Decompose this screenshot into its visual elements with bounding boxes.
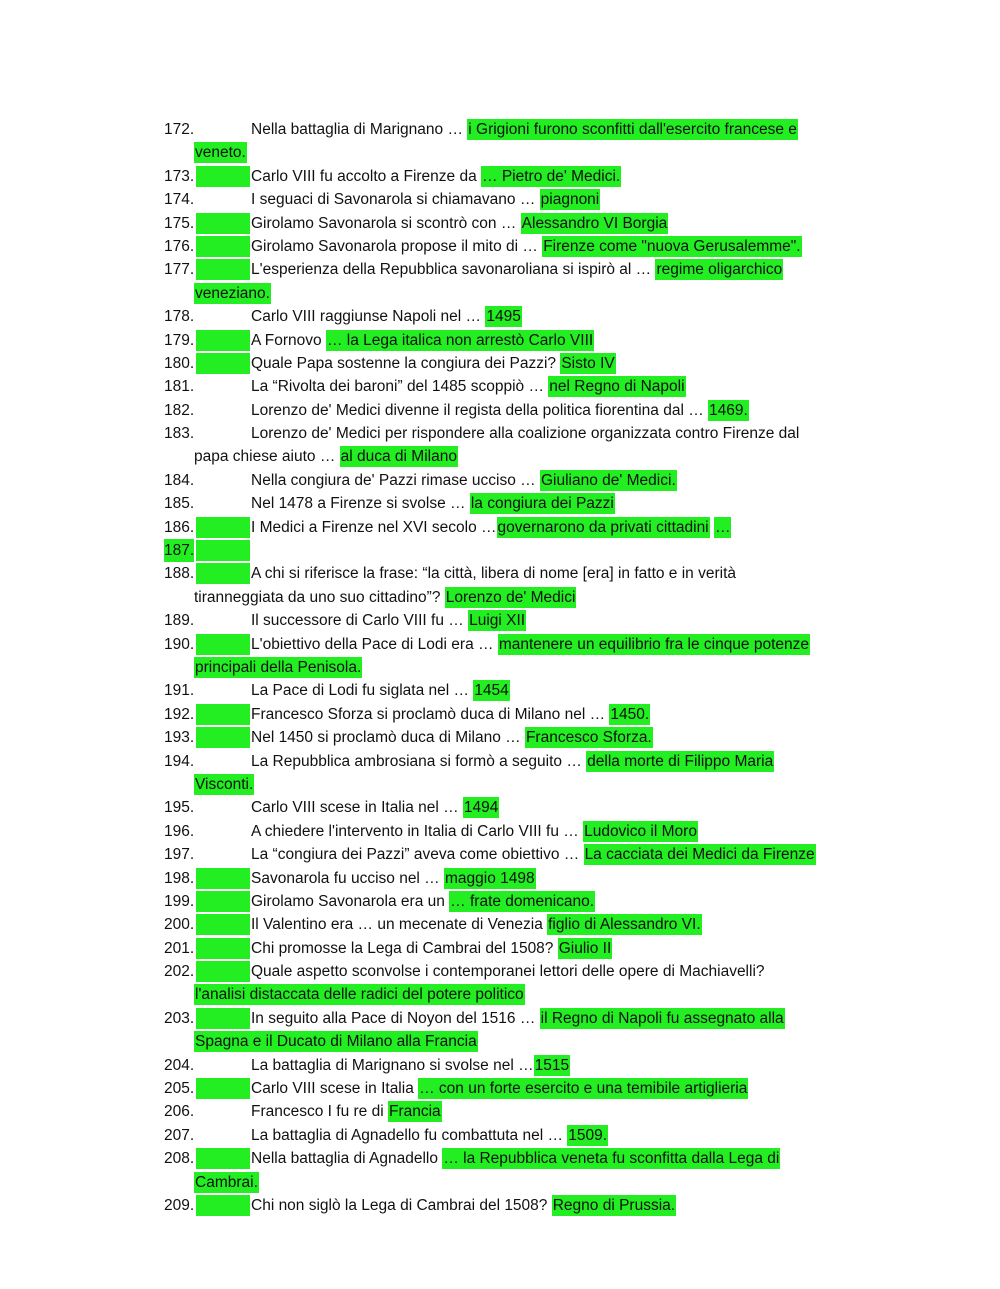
- question-text-line: [251, 399, 749, 422]
- question-item: [0, 352, 1000, 375]
- question-text: Lorenzo de' Medici per rispondere alla coalizione organizzata contro Firenze dal: [251, 425, 800, 443]
- answer-highlight-continued: al duca di Milano: [340, 448, 457, 466]
- question-line: [0, 703, 1000, 726]
- question-text: La “congiura dei Pazzi” aveva come obiettivo …: [251, 846, 584, 864]
- tab-highlight: [196, 634, 250, 655]
- question-item: [0, 633, 1000, 680]
- question-line: [0, 212, 1000, 235]
- answer-highlight: Regno di Prussia.: [552, 1196, 676, 1214]
- question-text-line: [251, 1100, 442, 1123]
- question-item: [0, 867, 1000, 890]
- question-line: [0, 890, 1000, 913]
- question-number: 191.: [164, 682, 195, 700]
- question-text-line: [251, 726, 653, 749]
- question-item: [0, 305, 1000, 328]
- question-number: 188.: [164, 565, 195, 583]
- question-number: 187.: [164, 539, 194, 562]
- question-text-line: [251, 1194, 676, 1217]
- answer-highlight: della morte di Filippo Maria: [587, 752, 774, 770]
- continuation-text-line: [194, 983, 525, 1006]
- continuation-line: [0, 586, 1000, 609]
- question-number: 194.: [164, 752, 195, 770]
- question-item: [0, 399, 1000, 422]
- question-item: [0, 726, 1000, 749]
- question-number: 202.: [164, 963, 195, 981]
- continuation-line: [0, 1030, 1000, 1053]
- continuation-line: [0, 445, 1000, 468]
- question-text: Lorenzo de' Medici divenne il regista della politica fiorentina dal …: [251, 401, 709, 419]
- continuation-line: [0, 141, 1000, 164]
- question-text: Chi promosse la Lega di Cambrai del 1508?: [251, 939, 558, 957]
- question-text: In seguito alla Pace di Noyon del 1516 …: [251, 1009, 540, 1027]
- question-text: A chi si riferisce la frase: “la città, libera di nome [era] in fatto e in verità: [251, 565, 737, 583]
- tab-highlight: [196, 914, 250, 935]
- question-item: [0, 329, 1000, 352]
- question-text: Francesco Sforza si proclamò duca di Milano nel …: [251, 705, 610, 723]
- question-number: 181.: [164, 378, 195, 396]
- tab-highlight: [196, 353, 250, 374]
- question-text-line: [251, 375, 686, 398]
- answer-highlight: … la Repubblica veneta fu sconfitta dalla Lega di: [443, 1150, 780, 1168]
- question-number: 207.: [164, 1126, 195, 1144]
- question-line: [0, 867, 1000, 890]
- continuation-line: [0, 1171, 1000, 1194]
- question-line: [0, 469, 1000, 492]
- question-line: [0, 399, 1000, 422]
- tab-highlight: [196, 330, 250, 351]
- question-text: Savonarola fu ucciso nel …: [251, 869, 444, 887]
- answer-highlight-continued: Spagna e il Ducato di Milano alla Francia: [195, 1033, 477, 1051]
- answer-highlight-extra: …: [714, 518, 731, 536]
- question-line: [0, 422, 1000, 445]
- question-text: Quale Papa sostenne la congiura dei Pazzi?: [251, 354, 561, 372]
- question-number: 201.: [164, 939, 195, 957]
- question-number: 176.: [164, 237, 195, 255]
- answer-highlight-continued: principali della Penisola.: [195, 658, 362, 676]
- question-item: [0, 516, 1000, 539]
- question-text: L'obiettivo della Pace di Lodi era …: [251, 635, 498, 653]
- question-item: [0, 1124, 1000, 1147]
- question-text: La Repubblica ambrosiana si formò a seguito …: [251, 752, 587, 770]
- question-text-continued: papa chiese aiuto …: [194, 448, 340, 466]
- question-text: Girolamo Savonarola si scontrò con …: [251, 214, 521, 232]
- answer-highlight: … la Lega italica non arrestò Carlo VIII: [326, 331, 594, 349]
- question-number: 199.: [164, 892, 195, 910]
- question-number: 184.: [164, 471, 195, 489]
- question-text: Nella congiura de' Pazzi rimase ucciso …: [251, 471, 540, 489]
- question-number: 173.: [164, 167, 195, 185]
- question-text: Carlo VIII scese in Italia: [251, 1080, 419, 1098]
- question-line: [0, 913, 1000, 936]
- answer-highlight: Ludovico il Moro: [584, 822, 697, 840]
- question-text: Girolamo Savonarola era un: [251, 892, 450, 910]
- tab-highlight: [196, 891, 250, 912]
- question-line: [0, 726, 1000, 749]
- answer-highlight: … frate domenicano.: [450, 892, 595, 910]
- answer-highlight: 1494: [463, 799, 499, 817]
- question-text: La battaglia di Marignano si svolse nel …: [251, 1056, 534, 1074]
- answer-highlight: la congiura dei Pazzi: [470, 495, 614, 513]
- question-item: [0, 796, 1000, 819]
- question-number: 192.: [164, 705, 195, 723]
- question-line: [0, 750, 1000, 773]
- question-text-line: [251, 703, 650, 726]
- question-number: 198.: [164, 869, 195, 887]
- answer-highlight: governarono da privati cittadini: [497, 518, 709, 536]
- question-number: 196.: [164, 822, 195, 840]
- answer-highlight: il Regno di Napoli fu assegnato alla: [540, 1009, 784, 1027]
- answer-highlight-continued: l'analisi distaccata delle radici del potere politico: [195, 986, 524, 1004]
- continuation-line: [0, 282, 1000, 305]
- answer-highlight: … con un forte esercito e una temibile artiglieria: [419, 1080, 748, 1098]
- continuation-text-line: [194, 586, 576, 609]
- answer-highlight-continued: veneto.: [195, 144, 246, 162]
- question-item: [0, 890, 1000, 913]
- question-text: Nel 1450 si proclamò duca di Milano …: [251, 729, 525, 747]
- question-text-line: [251, 188, 600, 211]
- answer-highlight: maggio 1498: [445, 869, 535, 887]
- tab-highlight: [196, 868, 250, 889]
- tab-highlight: [196, 166, 250, 187]
- answer-highlight: piagnoni: [540, 191, 600, 209]
- answer-highlight-continued: Visconti.: [195, 775, 254, 793]
- question-text: Carlo VIII fu accolto a Firenze da: [251, 167, 482, 185]
- question-number: 205.: [164, 1080, 195, 1098]
- question-text-line: [251, 329, 594, 352]
- question-text: La battaglia di Agnadello fu combattuta nel …: [251, 1126, 568, 1144]
- question-text-line: [251, 516, 731, 539]
- question-text-line: [251, 960, 765, 983]
- continuation-text-line: [194, 141, 247, 164]
- question-text-line: [251, 1007, 785, 1030]
- answer-highlight: … Pietro de' Medici.: [482, 167, 621, 185]
- question-line: [0, 1194, 1000, 1217]
- question-text: Quale aspetto sconvolse i contemporanei lettori delle opere di Machiavelli?: [251, 963, 765, 981]
- question-item: [0, 960, 1000, 1007]
- continuation-text-line: [194, 1030, 478, 1053]
- question-number: 203.: [164, 1009, 195, 1027]
- tab-highlight: [196, 1078, 250, 1099]
- question-number: 206.: [164, 1103, 195, 1121]
- continuation-line: [0, 656, 1000, 679]
- tab-highlight: [196, 1148, 250, 1169]
- answer-highlight: Francesco Sforza.: [525, 729, 652, 747]
- tab-highlight: [196, 704, 250, 725]
- question-text-line: [251, 843, 816, 866]
- answer-highlight: Sisto IV: [561, 354, 615, 372]
- question-text-line: [251, 633, 810, 656]
- question-text: Carlo VIII raggiunse Napoli nel …: [251, 308, 486, 326]
- answer-highlight: 1469.: [709, 401, 748, 419]
- question-item: [0, 562, 1000, 609]
- question-text-line: [251, 118, 798, 141]
- tab-highlight: [196, 961, 250, 982]
- answer-highlight: nel Regno di Napoli: [549, 378, 685, 396]
- continuation-text-line: [194, 445, 458, 468]
- answer-highlight-continued: Cambrai.: [195, 1173, 258, 1191]
- question-item: [0, 1054, 1000, 1077]
- question-line: [0, 1147, 1000, 1170]
- question-text-line: [251, 1124, 608, 1147]
- tab-highlight: [196, 517, 250, 538]
- question-item: [0, 1194, 1000, 1217]
- question-item: [0, 118, 1000, 165]
- question-item: [0, 913, 1000, 936]
- continuation-text-line: [194, 773, 254, 796]
- answer-highlight: La cacciata dei Medici da Firenze: [584, 846, 815, 864]
- question-text: Il successore di Carlo VIII fu …: [251, 612, 469, 630]
- question-number: 172.: [164, 121, 195, 138]
- question-text: Girolamo Savonarola propose il mito di …: [251, 237, 543, 255]
- question-text: Nella battaglia di Agnadello: [251, 1150, 443, 1168]
- question-item: [0, 1147, 1000, 1194]
- continuation-text-line: [194, 1171, 259, 1194]
- tab-highlight: [196, 213, 250, 234]
- question-number: 197.: [164, 846, 195, 864]
- question-text-line: [251, 422, 799, 445]
- question-item: [0, 422, 1000, 469]
- question-item: [0, 750, 1000, 797]
- question-item: [0, 937, 1000, 960]
- question-item: [0, 1007, 1000, 1054]
- question-text-line: [251, 913, 702, 936]
- question-item: [0, 492, 1000, 515]
- question-text-line: [251, 212, 668, 235]
- question-number: 193.: [164, 729, 195, 747]
- answer-highlight-continued: Lorenzo de' Medici: [445, 588, 576, 606]
- answer-highlight: 1454: [474, 682, 509, 700]
- continuation-text-line: [194, 282, 271, 305]
- question-line: [0, 1124, 1000, 1147]
- question-line: [0, 516, 1000, 539]
- answer-highlight: Giulio II: [558, 939, 612, 957]
- question-item: [0, 820, 1000, 843]
- question-item: [0, 258, 1000, 305]
- answer-highlight: Firenze come "nuova Gerusalemme".: [543, 237, 801, 255]
- question-line: [0, 118, 1000, 141]
- question-item: [0, 703, 1000, 726]
- question-text-line: [251, 492, 615, 515]
- continuation-line: [0, 773, 1000, 796]
- question-text-line: [251, 937, 612, 960]
- answer-highlight: 1495: [486, 308, 521, 326]
- question-number: 179.: [164, 331, 195, 349]
- question-line: [0, 258, 1000, 281]
- question-number: 174.: [164, 191, 195, 209]
- question-line: [0, 937, 1000, 960]
- question-text: La Pace di Lodi fu siglata nel …: [251, 682, 474, 700]
- question-text-line: [251, 469, 677, 492]
- question-number: 175.: [164, 214, 195, 232]
- question-line: [0, 539, 1000, 562]
- question-text: Nel 1478 a Firenze si svolse …: [251, 495, 470, 513]
- answer-highlight: Giuliano de' Medici.: [540, 471, 676, 489]
- answer-highlight: 1509.: [568, 1126, 608, 1144]
- question-item: [0, 165, 1000, 188]
- question-line: [0, 375, 1000, 398]
- question-item: [0, 609, 1000, 632]
- question-text-line: [251, 796, 499, 819]
- question-number: 195.: [164, 799, 195, 817]
- question-text-line: [251, 352, 616, 375]
- question-line: [0, 165, 1000, 188]
- question-item: [0, 235, 1000, 258]
- question-line: [0, 1054, 1000, 1077]
- question-line: [0, 1100, 1000, 1123]
- tab-highlight: [196, 938, 250, 959]
- question-line: [0, 796, 1000, 819]
- tab-highlight: [196, 563, 250, 584]
- question-number: 183.: [164, 425, 195, 443]
- question-line: [0, 562, 1000, 585]
- answer-highlight: i Grigioni furono sconfitti dall'esercito francese e: [468, 121, 797, 138]
- tab-highlight: [196, 236, 250, 257]
- question-text: Il Valentino era … un mecenate di Venezia: [251, 916, 548, 934]
- question-text: Francesco I fu re di: [251, 1103, 388, 1121]
- question-line: [0, 329, 1000, 352]
- question-line: [0, 235, 1000, 258]
- question-number: 204.: [164, 1056, 195, 1074]
- question-line: [0, 843, 1000, 866]
- question-text-line: [251, 165, 621, 188]
- question-text-line: [251, 235, 802, 258]
- question-item: [0, 188, 1000, 211]
- answer-highlight: Luigi XII: [469, 612, 526, 630]
- question-text: A chiedere l'intervento in Italia di Carlo VIII fu …: [251, 822, 584, 840]
- question-text: Nella battaglia di Marignano …: [251, 121, 468, 138]
- question-line: [0, 679, 1000, 702]
- question-line: [0, 188, 1000, 211]
- question-item: [0, 679, 1000, 702]
- question-text: La “Rivolta dei baroni” del 1485 scoppiò …: [251, 378, 549, 396]
- question-line: [0, 1077, 1000, 1100]
- answer-highlight: regime oligarchico: [656, 261, 783, 279]
- tab-highlight: [196, 1008, 250, 1029]
- answer-highlight-continued: veneziano.: [195, 284, 270, 302]
- question-text-line: [251, 1077, 748, 1100]
- tab-highlight: [196, 259, 250, 280]
- question-text-line: [251, 1147, 780, 1170]
- question-text-line: [251, 679, 510, 702]
- question-line: [0, 960, 1000, 983]
- question-text-line: [251, 258, 783, 281]
- question-item: [0, 843, 1000, 866]
- question-number: 186.: [164, 518, 195, 536]
- question-number: 182.: [164, 401, 195, 419]
- answer-highlight: mantenere un equilibrio fra le cinque potenze: [498, 635, 810, 653]
- question-number: 177.: [164, 261, 195, 279]
- question-line: [0, 609, 1000, 632]
- question-number: 208.: [164, 1150, 195, 1168]
- tab-highlight: [196, 1195, 250, 1216]
- question-item: [0, 469, 1000, 492]
- question-text-line: [251, 562, 736, 585]
- question-number: 180.: [164, 354, 195, 372]
- tab-highlight: [196, 540, 250, 561]
- answer-highlight: 1450.: [610, 705, 650, 723]
- question-text-line: [251, 820, 698, 843]
- question-item: [0, 375, 1000, 398]
- question-line: [0, 1007, 1000, 1030]
- question-text-line: [251, 750, 774, 773]
- answer-highlight: figlio di Alessandro VI.: [548, 916, 701, 934]
- question-number: 209.: [164, 1196, 195, 1214]
- tab-highlight: [196, 727, 250, 748]
- question-text: Chi non siglò la Lega di Cambrai del 1508?: [251, 1196, 552, 1214]
- question-line: [0, 820, 1000, 843]
- question-text-line: [251, 867, 536, 890]
- question-line: [0, 492, 1000, 515]
- question-line: [0, 352, 1000, 375]
- question-text: A Fornovo: [251, 331, 326, 349]
- question-number: 200.: [164, 916, 195, 934]
- question-text-line: [251, 305, 522, 328]
- question-number: 185.: [164, 495, 195, 513]
- answer-highlight: Francia: [388, 1103, 441, 1121]
- continuation-line: [0, 983, 1000, 1006]
- question-line: [0, 633, 1000, 656]
- answer-highlight: Alessandro VI Borgia: [521, 214, 668, 232]
- question-number: 189.: [164, 612, 195, 630]
- continuation-text-line: [194, 656, 362, 679]
- question-line: [0, 305, 1000, 328]
- question-item: [0, 1100, 1000, 1123]
- question-number: 178.: [164, 308, 195, 326]
- question-text: Carlo VIII scese in Italia nel …: [251, 799, 463, 817]
- question-text-line: [251, 609, 526, 632]
- answer-highlight: 1515: [534, 1056, 570, 1074]
- quiz-list: [0, 118, 1000, 1217]
- question-text-line: [251, 1054, 570, 1077]
- question-text-line: [251, 890, 595, 913]
- question-item: [0, 1077, 1000, 1100]
- question-item: [0, 539, 1000, 562]
- question-item: [0, 212, 1000, 235]
- question-text: I Medici a Firenze nel XVI secolo …: [251, 518, 497, 536]
- question-text: L'esperienza della Repubblica savonaroliana si ispirò al …: [251, 261, 656, 279]
- question-text-continued: tiranneggiata da uno suo cittadino”?: [194, 588, 445, 606]
- question-number: 190.: [164, 635, 195, 653]
- question-text: I seguaci di Savonarola si chiamavano …: [251, 191, 540, 209]
